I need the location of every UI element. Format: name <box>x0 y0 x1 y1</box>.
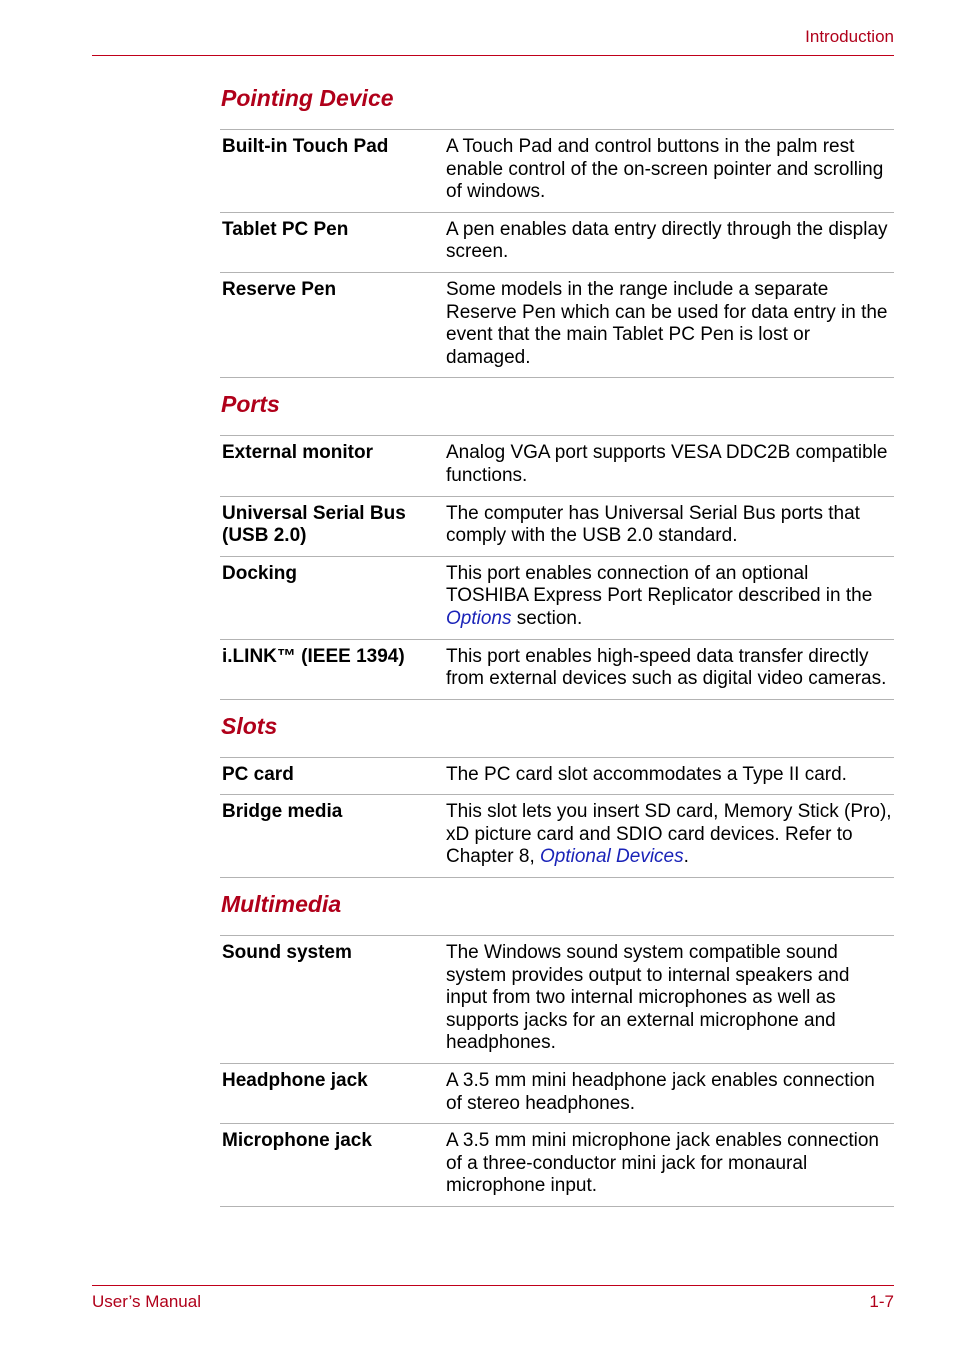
term-cell: Sound system <box>220 936 442 1064</box>
term-cell: Bridge media <box>220 795 442 878</box>
page-footer <box>92 1285 894 1311</box>
term-cell: External monitor <box>220 436 442 496</box>
manual-title: User’s Manual <box>92 1292 201 1311</box>
page-number: 1-7 <box>869 1292 894 1311</box>
description-text: section. <box>511 607 583 629</box>
term-cell: Universal Serial Bus (USB 2.0) <box>220 496 442 556</box>
table-row <box>220 272 894 377</box>
page-header <box>92 26 894 56</box>
term-cell: Reserve Pen <box>220 272 442 377</box>
table-row <box>220 1064 894 1124</box>
description-cell: A Touch Pad and control buttons in the palm rest enable control of the on-screen pointer and scrolling of windows. <box>442 130 894 213</box>
table-row <box>220 436 894 496</box>
table-row <box>220 639 894 699</box>
ports-table <box>220 435 894 699</box>
term-cell: Built-in Touch Pad <box>220 130 442 213</box>
table-row <box>220 757 894 795</box>
section-title-slots: Slots <box>221 712 278 739</box>
description-text: This slot lets you insert SD card, Memory Stick (Pro), xD picture card and SDIO card devices. Refer to Chapter 8, <box>446 801 892 868</box>
description-cell <box>442 556 894 639</box>
term-cell: Tablet PC Pen <box>220 212 442 272</box>
page-content <box>220 82 894 1207</box>
table-row <box>220 556 894 639</box>
table-row <box>220 1124 894 1207</box>
description-cell: A 3.5 mm mini headphone jack enables connection of stereo headphones. <box>442 1064 894 1124</box>
optional-devices-link[interactable]: Optional Devices <box>540 846 684 868</box>
term-cell: PC card <box>220 757 442 795</box>
section-title-ports: Ports <box>221 391 280 418</box>
table-row <box>220 496 894 556</box>
description-cell: Analog VGA port supports VESA DDC2B compatible functions. <box>442 436 894 496</box>
chapter-title: Introduction <box>805 27 894 46</box>
options-link[interactable]: Options <box>446 607 512 629</box>
section-title-pointing-device: Pointing Device <box>221 85 394 111</box>
multimedia-table <box>220 935 894 1207</box>
description-cell: Some models in the range include a separate Reserve Pen which can be used for data entry in the event that the main Tablet PC Pen is lost or damaged. <box>442 272 894 377</box>
term-cell: Microphone jack <box>220 1124 442 1207</box>
description-cell: A 3.5 mm mini microphone jack enables connection of a three-conductor mini jack for monaural microphone input. <box>442 1124 894 1207</box>
description-cell: The PC card slot accommodates a Type II card. <box>442 757 894 795</box>
description-cell: The Windows sound system compatible sound system provides output to internal speakers and input from two internal microphones as well as supports jacks for an external microphone and headphones. <box>442 936 894 1064</box>
description-cell: A pen enables data entry directly through the display screen. <box>442 212 894 272</box>
description-text: This port enables connection of an optional TOSHIBA Express Port Replicator described in the <box>446 562 873 607</box>
description-text: . <box>683 846 689 868</box>
table-row <box>220 212 894 272</box>
table-row <box>220 130 894 213</box>
term-cell: i.LINK™ (IEEE 1394) <box>220 639 442 699</box>
description-cell: The computer has Universal Serial Bus ports that comply with the USB 2.0 standard. <box>442 496 894 556</box>
description-cell: This port enables high-speed data transfer directly from external devices such as digital video cameras. <box>442 639 894 699</box>
pointing-device-table <box>220 129 894 378</box>
section-title-multimedia: Multimedia <box>221 891 342 918</box>
slots-table <box>220 757 894 878</box>
description-cell <box>442 795 894 878</box>
term-cell: Docking <box>220 556 442 639</box>
table-row <box>220 936 894 1064</box>
table-row <box>220 795 894 878</box>
term-cell: Headphone jack <box>220 1064 442 1124</box>
